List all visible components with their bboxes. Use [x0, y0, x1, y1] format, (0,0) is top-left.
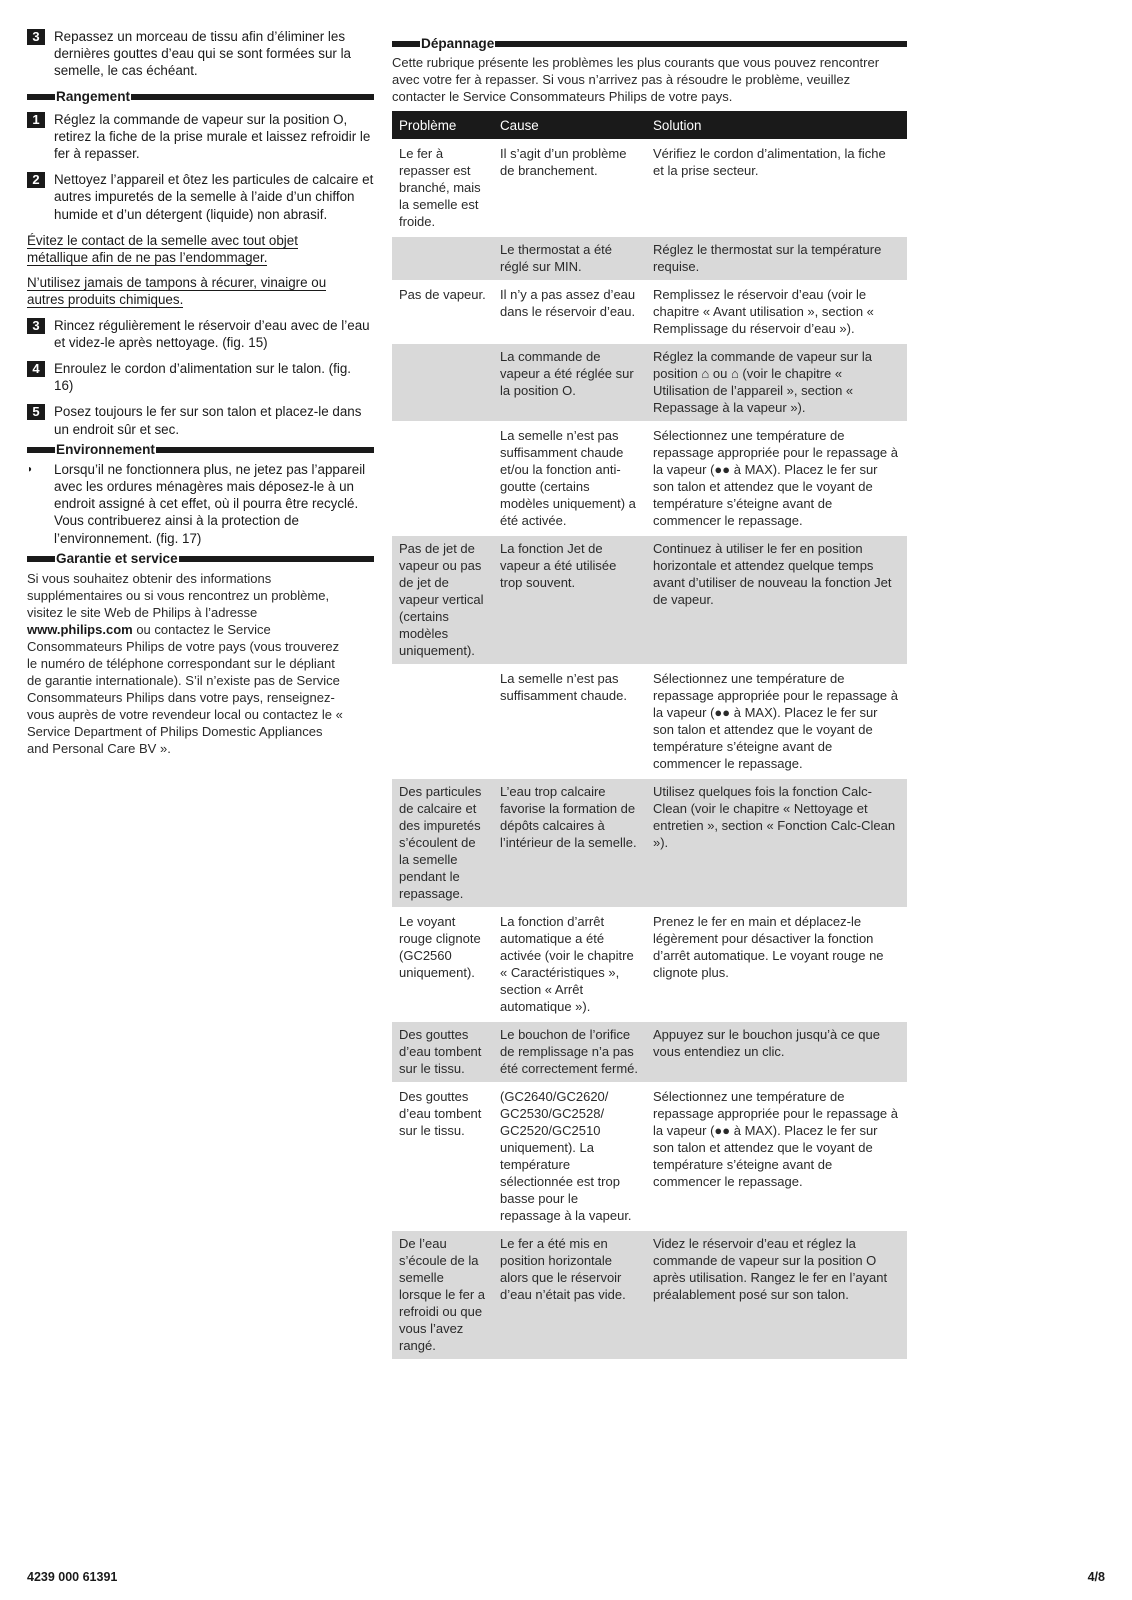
- environment-bullet-item: [27, 461, 374, 547]
- cell-solution: Réglez la commande de vapeur sur la position ⌂ ou ⌂ (voir le chapitre « Utilisation de l’appareil », section « Repassage à la vapeur »).: [646, 343, 907, 422]
- cell-probleme: Pas de jet de vapeur ou pas de jet de vapeur vertical (certains modèles uniquement).: [392, 535, 493, 665]
- step-number: 3: [27, 318, 45, 334]
- cell-cause: La semelle n’est pas suffisamment chaude.: [493, 665, 646, 778]
- heading-environnement: [27, 442, 374, 458]
- table-row: [392, 1021, 907, 1083]
- heading-rule: [495, 41, 907, 47]
- right-column: [392, 34, 907, 1359]
- step-3-repassez: [27, 28, 374, 80]
- table-row: [392, 1230, 907, 1359]
- cell-solution: Vérifiez le cordon d’alimentation, la fiche et la prise secteur.: [646, 140, 907, 236]
- heading-text: Dépannage: [421, 36, 495, 51]
- cell-cause: La fonction Jet de vapeur a été utilisée trop souvent.: [493, 535, 646, 665]
- step-text: Rincez régulièrement le réservoir d’eau avec de l’eau et videz-le après nettoyage. (fig. 15): [54, 317, 370, 350]
- garantie-text-after: ou contactez le Service Consommateurs Philips de votre pays (vous trouverez le numéro de téléphone correspondant sur le dépliant de garantie internationale). S’il n’existe pas de Service Consommateurs Philips dans votre pays, renseignez-vous auprès de votre revendeur local ou contactez le « Service Department of Philips Domestic Appliances and Personal Care BV ».: [27, 621, 343, 756]
- step-text: Réglez la commande de vapeur sur la position O, retirez la fiche de la prise murale et laissez refroidir le fer à repasser.: [54, 111, 371, 162]
- garantie-text-before: Si vous souhaitez obtenir des informations supplémentaires ou si vous rencontrez un problème, visitez le site Web de Philips à l’adresse: [27, 570, 330, 620]
- table-row: [392, 665, 907, 778]
- cell-solution: Sélectionnez une température de repassage appropriée pour le repassage à la vapeur (●● à MAX). Placez le fer sur son talon et attendez que le voyant de température s’éteigne avant de commencer le repassage.: [646, 422, 907, 535]
- step-number: 1: [27, 112, 45, 128]
- heading-bar-icon: [27, 556, 55, 562]
- step-number: 4: [27, 361, 45, 377]
- bullet-text: Lorsqu’il ne fonctionnera plus, ne jetez pas l’appareil avec les ordures ménagères mais déposez-le à un endroit assigné à cet effet, où il pourra être recyclé. Vous contribuerez ainsi à la protection de l’environnement. (fig. 17): [54, 461, 366, 546]
- cell-solution: Sélectionnez une température de repassage appropriée pour le repassage à la vapeur (●● à MAX). Placez le fer sur son talon et attendez que le voyant de température s’éteigne avant de commencer le repassage.: [646, 665, 907, 778]
- step-number: 3: [27, 29, 45, 45]
- cell-probleme: Des particules de calcaire et des impuretés s’écoulent de la semelle pendant le repassage.: [392, 778, 493, 908]
- cell-solution: Appuyez sur le bouchon jusqu’à ce que vous entendiez un clic.: [646, 1021, 907, 1083]
- cell-probleme: Le voyant rouge clignote (GC2560 uniquement).: [392, 908, 493, 1021]
- table-row: [392, 140, 907, 236]
- cell-probleme: [392, 236, 493, 281]
- cell-cause: La semelle n’est pas suffisamment chaude et/ou la fonction anti-goutte (certains modèles uniquement) a été activée.: [493, 422, 646, 535]
- warning-metal: [27, 232, 309, 266]
- cell-probleme: Des gouttes d’eau tombent sur le tissu.: [392, 1083, 493, 1230]
- left-column: [27, 28, 374, 757]
- cell-probleme: Le fer à repasser est branché, mais la semelle est froide.: [392, 140, 493, 236]
- cell-solution: Continuez à utiliser le fer en position horizontale et attendez quelque temps avant d’utiliser de nouveau la fonction Jet de vapeur.: [646, 535, 907, 665]
- heading-depannage: [392, 36, 907, 52]
- table-row: [392, 343, 907, 422]
- philips-website-link[interactable]: www.philips.com: [27, 621, 133, 637]
- heading-bar-icon: [27, 447, 55, 453]
- table-row: [392, 236, 907, 281]
- heading-text: Rangement: [56, 88, 131, 104]
- heading-text: Garantie et service: [56, 550, 178, 566]
- cell-probleme: Des gouttes d’eau tombent sur le tissu.: [392, 1021, 493, 1083]
- step-text: Posez toujours le fer sur son talon et placez-le dans un endroit sûr et sec.: [54, 404, 362, 437]
- step-3-rincez: [27, 317, 374, 351]
- cell-cause: (GC2640/GC2620/ GC2530/GC2528/ GC2520/GC2510 uniquement). La température sélectionnée est trop basse pour le repassage à la vapeur.: [493, 1083, 646, 1230]
- table-row: [392, 778, 907, 908]
- table-header-row: [392, 111, 907, 140]
- cell-solution: Utilisez quelques fois la fonction Calc-Clean (voir le chapitre « Nettoyage et entretien », section « Fonction Calc-Clean »).: [646, 778, 907, 908]
- table-row: [392, 535, 907, 665]
- troubleshooting-intro: Cette rubrique présente les problèmes les plus courants que vous pouvez rencontrer avec votre fer à repasser. Si vous n’arrivez pas à résoudre le problème, veuillez contacter le Service Consommateurs Philips de votre pays.: [392, 55, 880, 104]
- step-number: 5: [27, 404, 45, 420]
- cell-cause: Le bouchon de l’orifice de remplissage n’a pas été correctement fermé.: [493, 1021, 646, 1083]
- table-row: [392, 1083, 907, 1230]
- cell-cause: Le fer a été mis en position horizontale alors que le réservoir d’eau n’était pas vide.: [493, 1230, 646, 1359]
- troubleshooting-table: [392, 111, 907, 1359]
- cell-probleme: [392, 343, 493, 422]
- step-text: Enroulez le cordon d’alimentation sur le talon. (fig. 16): [54, 361, 351, 394]
- heading-rule: [179, 556, 374, 562]
- heading-rule: [131, 94, 374, 100]
- cell-cause: Le thermostat a été réglé sur MIN.: [493, 236, 646, 281]
- cell-cause: Il n’y a pas assez d’eau dans le réservoir d’eau.: [493, 281, 646, 343]
- step-5-posez: [27, 403, 374, 437]
- step-number: 2: [27, 172, 45, 188]
- table-row: [392, 908, 907, 1021]
- cell-probleme: [392, 665, 493, 778]
- column-header-cause: Cause: [493, 111, 646, 140]
- heading-bar-icon: [392, 41, 420, 47]
- heading-bar-icon: [27, 94, 55, 100]
- step-1-reglez: [27, 111, 374, 163]
- cell-solution: Prenez le fer en main et déplacez-le légèrement pour désactiver la fonction d’arrêt automatique. Le voyant rouge ne clignote plus.: [646, 908, 907, 1021]
- document-code: 4239 000 61391: [27, 1570, 118, 1584]
- cell-solution: Réglez le thermostat sur la température requise.: [646, 236, 907, 281]
- column-header-probleme: Problème: [392, 111, 493, 140]
- cell-probleme: Pas de vapeur.: [392, 281, 493, 343]
- cell-probleme: De l’eau s’écoule de la semelle lorsque le fer a refroidi ou que vous l’avez rangé.: [392, 1230, 493, 1359]
- table-row: [392, 422, 907, 535]
- warning-text: Évitez le contact de la semelle avec tout objet métallique afin de ne pas l’endommager.: [27, 232, 298, 266]
- cell-solution: Remplissez le réservoir d’eau (voir le chapitre « Avant utilisation », section « Remplissage du réservoir d’eau »).: [646, 281, 907, 343]
- heading-rule: [156, 447, 374, 453]
- cell-cause: Il s’agit d’un problème de branchement.: [493, 140, 646, 236]
- warning-chemicals: [27, 274, 337, 308]
- warning-text: N’utilisez jamais de tampons à récurer, vinaigre ou autres produits chimiques.: [27, 275, 327, 308]
- cell-probleme: [392, 422, 493, 535]
- step-text: Repassez un morceau de tissu afin d’éliminer les dernières gouttes d’eau qui se sont formées sur la semelle, le cas échéant.: [54, 29, 351, 79]
- step-2-nettoyez: [27, 171, 374, 223]
- table-body: [392, 140, 907, 1359]
- cell-cause: L’eau trop calcaire favorise la formation de dépôts calcaires à l’intérieur de la semelle.: [493, 778, 646, 908]
- garantie-paragraph: [27, 570, 343, 757]
- heading-text: Environnement: [56, 441, 155, 457]
- step-4-enroulez: [27, 360, 374, 394]
- table-row: [392, 281, 907, 343]
- heading-rangement: [27, 89, 374, 105]
- bullet-icon: ◗: [27, 463, 34, 475]
- step-text: Nettoyez l’appareil et ôtez les particules de calcaire et autres impuretés de la semelle à l’aide d’un chiffon humide et d’un détergent (liquide) non abrasif.: [54, 172, 374, 222]
- cell-solution: Sélectionnez une température de repassage appropriée pour le repassage à la vapeur (●● à MAX). Placez le fer sur son talon et attendez que le voyant de température s’éteigne avant de commencer le repassage.: [646, 1083, 907, 1230]
- cell-solution: Videz le réservoir d’eau et réglez la commande de vapeur sur la position O après utilisation. Rangez le fer en l’ayant préalablement posé sur son talon.: [646, 1230, 907, 1359]
- column-header-solution: Solution: [646, 111, 907, 140]
- cell-cause: La fonction d’arrêt automatique a été activée (voir le chapitre « Caractéristiques », section « Arrêt automatique »).: [493, 908, 646, 1021]
- cell-cause: La commande de vapeur a été réglée sur la position O.: [493, 343, 646, 422]
- page-number: 4/8: [1087, 1570, 1105, 1584]
- heading-garantie: [27, 551, 374, 567]
